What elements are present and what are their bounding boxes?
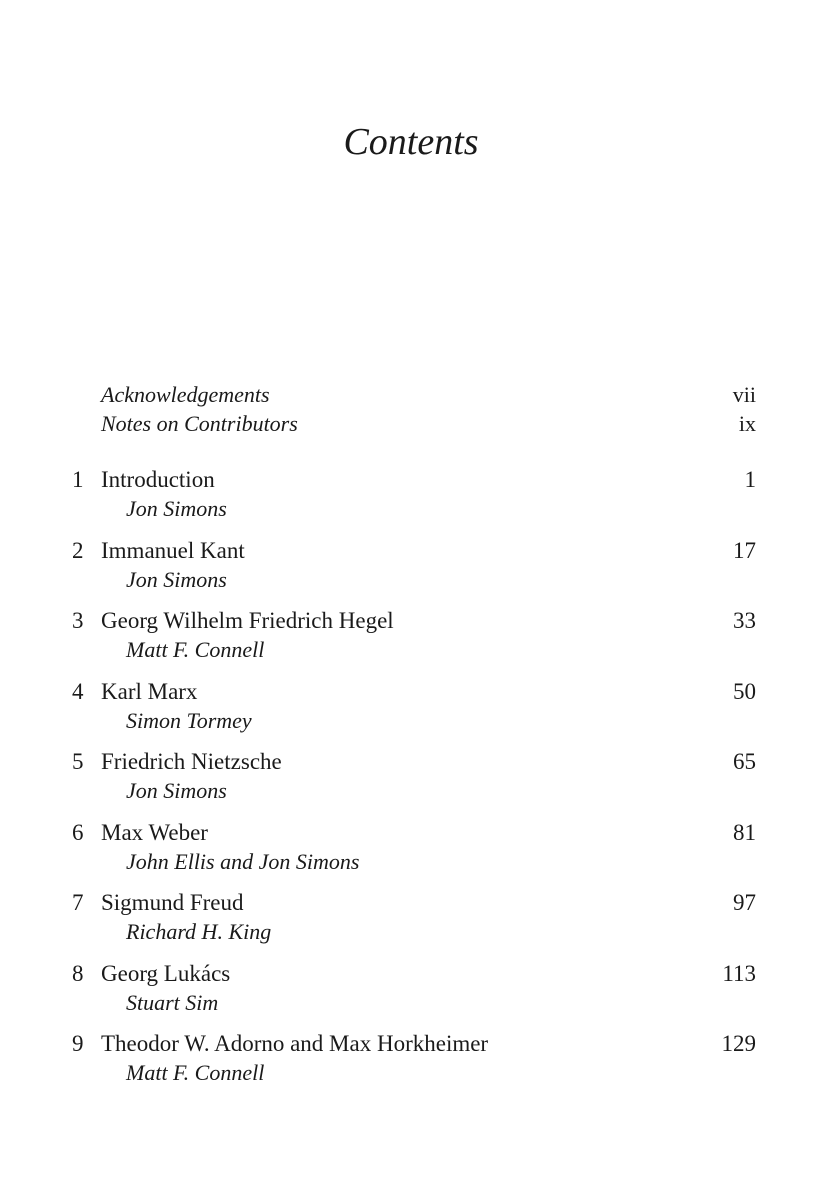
front-matter-label: Acknowledgements (101, 382, 270, 407)
chapter-title: Max Weber (101, 819, 208, 845)
front-matter-item-acknowledgements (0, 380, 822, 409)
chapter-number: 6 (72, 819, 84, 845)
chapter-page: 65 (733, 749, 756, 774)
chapter-page: 33 (733, 608, 756, 633)
chapter-entry (0, 888, 822, 959)
chapter-number: 5 (72, 749, 84, 774)
chapter-title: Theodor W. Adorno and Max Horkheimer (101, 1031, 489, 1056)
chapter-entry (0, 818, 822, 889)
front-matter-page: vii (732, 382, 756, 407)
chapter-page: 81 (733, 819, 756, 845)
front-matter-list (0, 380, 822, 438)
chapter-number: 9 (72, 1031, 84, 1056)
chapter-title: Karl Marx (101, 678, 198, 704)
chapter-number: 4 (72, 678, 84, 704)
chapter-entry (0, 1029, 822, 1100)
chapter-entry (0, 536, 822, 607)
chapter-entry (0, 465, 822, 536)
chapter-title: Friedrich Nietzsche (101, 749, 282, 774)
chapter-number: 7 (72, 890, 84, 915)
chapter-author: Richard H. King (126, 919, 272, 944)
chapter-entry (0, 959, 822, 1030)
chapter-title: Immanuel Kant (101, 537, 245, 563)
chapter-title: Georg Wilhelm Friedrich Hegel (101, 608, 394, 633)
chapter-page: 97 (733, 890, 756, 915)
chapter-title: Georg Lukács (101, 960, 231, 986)
chapter-author: Jon Simons (126, 496, 227, 521)
front-matter-page: ix (738, 411, 756, 436)
chapter-number: 3 (72, 608, 84, 633)
chapter-entry (0, 677, 822, 748)
chapter-author: Stuart Sim (126, 989, 219, 1015)
page-title: Contents (343, 121, 479, 163)
chapter-author: John Ellis and Jon Simons (126, 848, 360, 874)
chapter-number: 2 (72, 537, 84, 563)
chapter-author: Matt F. Connell (126, 637, 265, 662)
chapter-page: 129 (721, 1031, 756, 1056)
chapter-page: 50 (733, 678, 756, 704)
chapter-title: Introduction (101, 467, 215, 492)
chapter-list (0, 465, 822, 1100)
chapter-entry (0, 606, 822, 677)
chapter-number: 8 (72, 960, 84, 986)
chapter-author: Simon Tormey (126, 707, 252, 733)
chapter-number: 1 (72, 467, 84, 492)
chapter-author: Matt F. Connell (126, 1060, 265, 1085)
chapter-page: 17 (733, 537, 756, 563)
chapter-title: Sigmund Freud (101, 890, 244, 915)
front-matter-label: Notes on Contributors (101, 411, 298, 436)
chapter-page: 113 (722, 960, 756, 986)
chapter-author: Jon Simons (126, 566, 227, 592)
chapter-author: Jon Simons (126, 778, 227, 803)
chapter-page: 1 (744, 467, 756, 492)
chapter-entry (0, 747, 822, 818)
front-matter-item-contributors (0, 409, 822, 438)
